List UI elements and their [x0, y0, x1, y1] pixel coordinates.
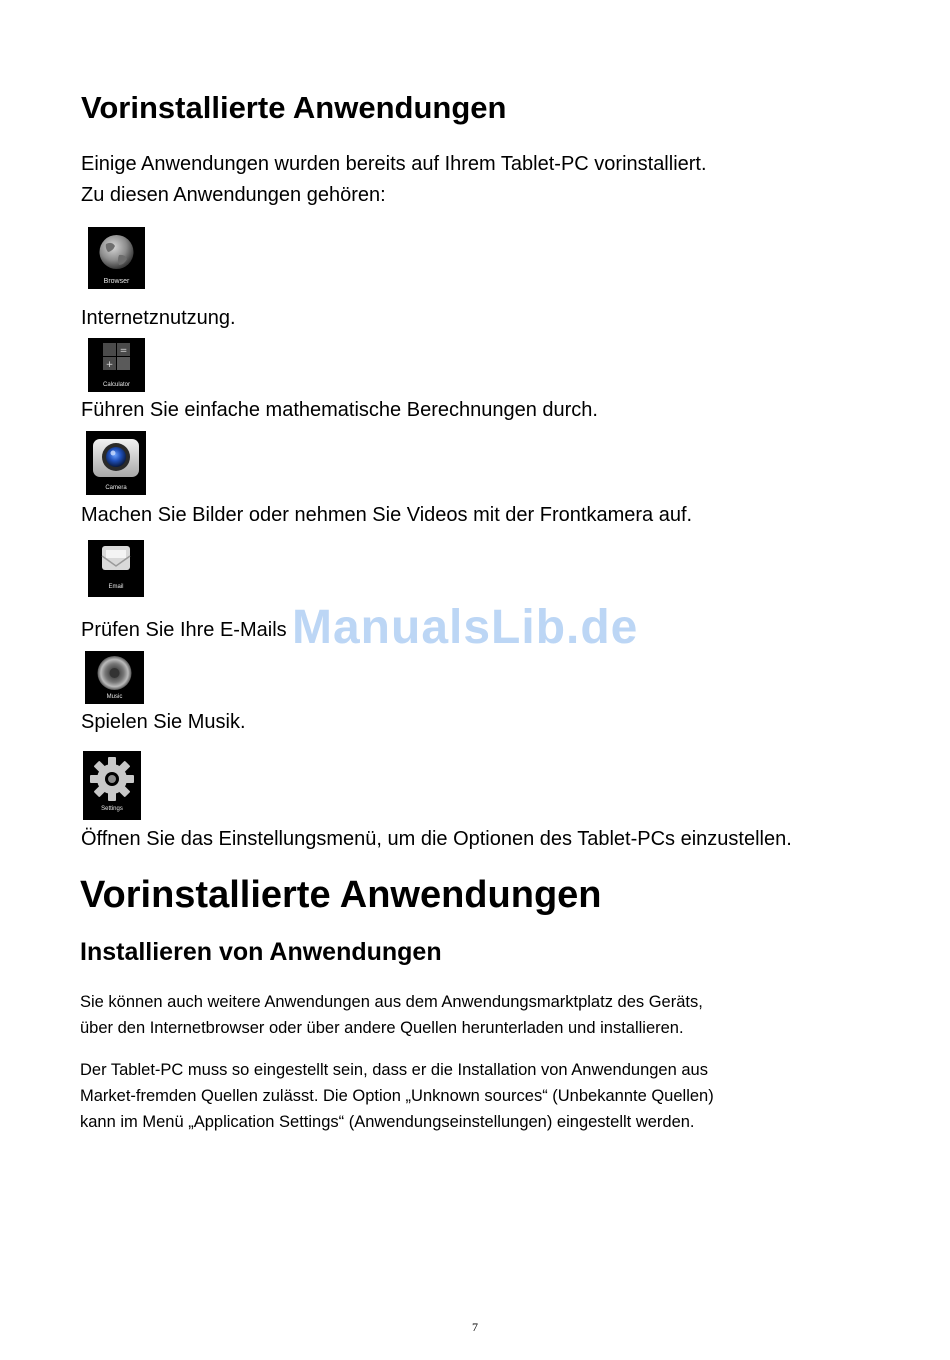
browser-icon — [88, 227, 145, 289]
section-heading: Vorinstallierte Anwendungen — [80, 874, 602, 916]
camera-icon — [86, 431, 146, 495]
email-icon-label: Email — [108, 584, 124, 590]
intro-line-2: Zu diesen Anwendungen gehören: — [81, 184, 386, 206]
calculator-icon — [88, 338, 145, 392]
music-icon — [85, 651, 144, 704]
browser-icon-label: Browser — [103, 278, 130, 285]
settings-icon — [83, 751, 141, 820]
paragraph-2-line-2: Market-fremden Quellen zulässt. Die Option „Unknown sources“ (Unbekannte Quellen) — [80, 1087, 714, 1105]
settings-icon-label: Settings — [101, 806, 123, 812]
page-heading: Vorinstallierte Anwendungen — [81, 90, 507, 125]
calculator-icon-label: Calculator — [102, 382, 130, 388]
intro-line-1: Einige Anwendungen wurden bereits auf Ihrem Tablet-PC vorinstalliert. — [81, 153, 707, 175]
subheading: Installieren von Anwendungen — [80, 938, 442, 966]
browser-description: Internetznutzung. — [81, 307, 236, 329]
camera-icon-label: Camera — [105, 485, 127, 491]
page-number: 7 — [472, 1320, 478, 1334]
music-description: Spielen Sie Musik. — [81, 711, 246, 733]
email-icon — [88, 540, 144, 597]
svg-text:=: = — [119, 346, 128, 356]
paragraph-1-line-2: über den Internetbrowser oder über andere Quellen herunterladen und installieren. — [80, 1019, 684, 1037]
music-icon-label: Music — [106, 694, 123, 700]
email-description: Prüfen Sie Ihre E-Mails — [81, 619, 287, 641]
settings-description: Öffnen Sie das Einstellungsmenü, um die Optionen des Tablet-PCs einzustellen. — [81, 828, 792, 850]
camera-description: Machen Sie Bilder oder nehmen Sie Videos mit der Frontkamera auf. — [81, 504, 693, 526]
paragraph-2-line-1: Der Tablet-PC muss so eingestellt sein, dass er die Installation von Anwendungen aus — [80, 1061, 708, 1079]
watermark: ManualsLib.de — [292, 601, 639, 654]
svg-text:+: + — [105, 360, 114, 370]
paragraph-2-line-3: kann im Menü „Application Settings“ (Anwendungseinstellungen) eingestellt werden. — [80, 1113, 695, 1131]
paragraph-1-line-1: Sie können auch weitere Anwendungen aus dem Anwendungsmarktplatz des Geräts, — [80, 993, 703, 1011]
calculator-description: Führen Sie einfache mathematische Berechnungen durch. — [81, 399, 598, 421]
